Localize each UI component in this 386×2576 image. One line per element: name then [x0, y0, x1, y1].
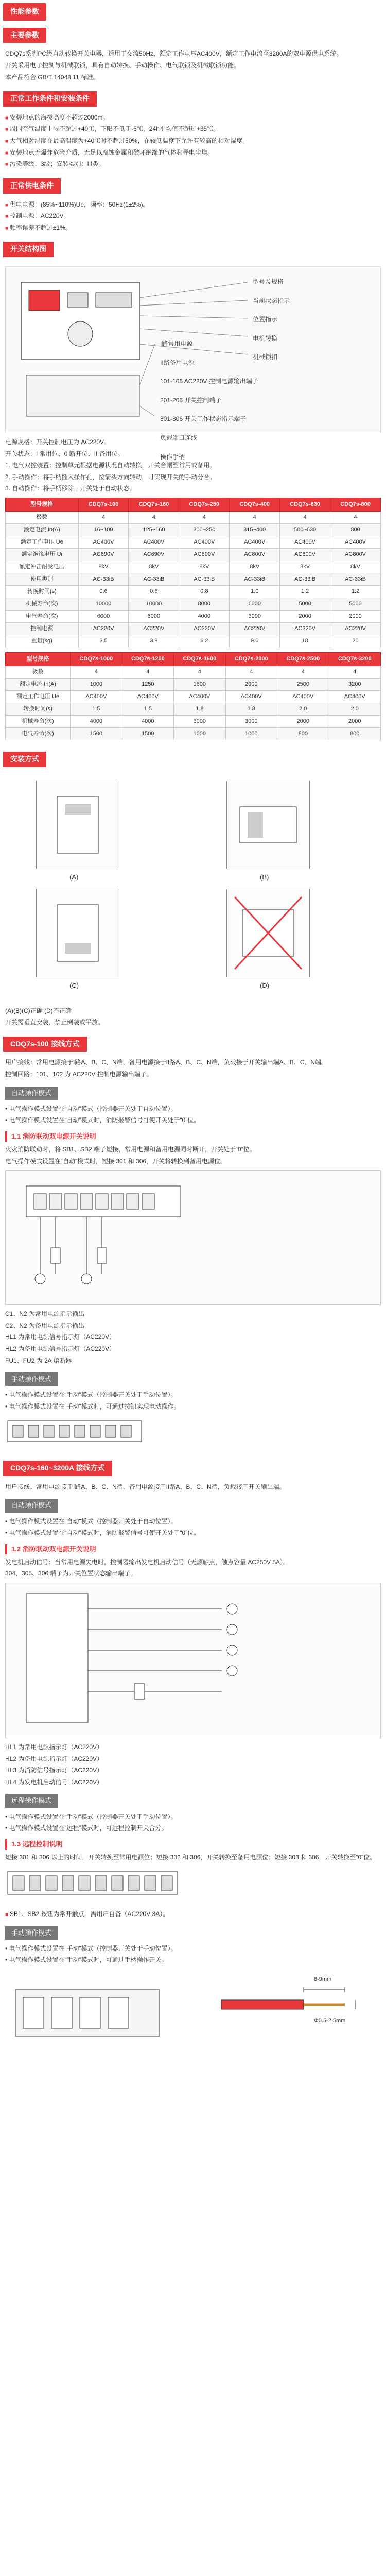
install-title: 安装方式: [3, 752, 46, 767]
callout-line-1: [139, 282, 248, 298]
callout-low-2: II路备用电源: [160, 359, 195, 366]
table-cell: 1500: [71, 727, 122, 740]
table-cell: 0.6: [78, 586, 129, 598]
wiring160-legend-2: HL2 为备用电源指示灯（AC220V）: [5, 1755, 103, 1762]
table-cell: 1500: [122, 727, 173, 740]
conditions-section: [0, 84, 386, 169]
table-cell: 4: [174, 666, 225, 678]
wiring160-fire-p2: 304、305、306 端子为开关位置状态输出端子。: [5, 1570, 137, 1578]
supply-para-1: ■ 供电电源：(85%~110%)Ue，频率：50Hz(1±2%)。: [5, 200, 381, 210]
table-row: [6, 511, 381, 523]
callout-low-6: 负载端口连线: [160, 434, 198, 442]
table-cell: 1000: [174, 727, 225, 740]
install-section: [0, 744, 386, 1027]
wiring100-mode2-p2: • 电气操作模式设置在“手动”模式时，可通过按钮实现电动操作。: [5, 1402, 180, 1410]
table-cell: 1600: [174, 678, 225, 690]
wiring100-terminal-strip: [5, 1416, 381, 1450]
table-cell: AC400V: [280, 536, 330, 549]
table-cell: 3.8: [129, 635, 179, 648]
table-cell: 1250: [122, 678, 173, 690]
callout-low-3: 101-106 AC220V 控制电源输出端子: [160, 378, 258, 385]
spec-header-cell: CDQ7s-2000: [225, 652, 277, 666]
table-cell: 8kV: [280, 561, 330, 573]
table-cell: AC-33iB: [230, 573, 280, 586]
table-cell: 1.5: [71, 703, 122, 715]
spec-header-cell: CDQ7s-800: [330, 498, 381, 511]
table-cell: 2500: [277, 678, 329, 690]
table-row: [6, 678, 381, 690]
spec-header-cell: CDQ7s-1000: [71, 652, 122, 666]
install-caption: (A)(B)(C)正确 (D)不正确: [5, 1007, 72, 1014]
structure-callouts-low: [160, 339, 258, 471]
spec-header-cell: CDQ7s-100: [78, 498, 129, 511]
table-cell: 转换时间(s): [6, 586, 79, 598]
table-cell: AC-33iB: [179, 573, 230, 586]
wiring160-mode3-p2: • 电气操作模式设置在“手动”模式时，可通过手柄操作开关。: [5, 1956, 168, 1964]
table-cell: AC220V: [230, 623, 280, 635]
wiring100-mode1-p1: • 电气操作模式设置在“自动”模式（控制器开关处于自动位置）。: [5, 1105, 177, 1112]
table-cell: 3000: [230, 611, 280, 623]
wiring160-mode2-p2: • 电气操作模式设置在“远程”模式时，可远程控制开关合分。: [5, 1824, 168, 1832]
table-cell: AC800V: [280, 549, 330, 561]
table-cell: AC400V: [230, 536, 280, 549]
table-cell: AC800V: [330, 549, 381, 561]
wiring160-mode2-title: 远程操作模式: [5, 1794, 58, 1807]
table-cell: 1000: [71, 678, 122, 690]
spec-header-cell: 型号规格: [6, 652, 71, 666]
table-cell: 极数: [6, 666, 71, 678]
nameplate: [29, 290, 60, 311]
wire-strip-diagram: [5, 1969, 381, 2052]
wiring100-fire-p2: 电气操作模式设置在“自动”模式时，短接 301 和 306，开关将转换到备用电源位。: [5, 1157, 227, 1165]
table-cell: 3.5: [78, 635, 129, 648]
overview-para-3: 本产品符合 GB/T 14048.11 标准。: [5, 73, 99, 81]
spec-header-cell: CDQ7s-1250: [122, 652, 173, 666]
table-row: [6, 586, 381, 598]
table-cell: 4000: [179, 611, 230, 623]
callout-low-4: 201-206 开关控制端子: [160, 396, 222, 404]
callout-line-3: [139, 316, 248, 318]
table-cell: 9.0: [230, 635, 280, 648]
table-cell: 1.5: [122, 703, 173, 715]
supply-para-2: ■ 控制电源：AC220V。: [5, 211, 381, 221]
table-cell: AC400V: [71, 690, 122, 703]
conditions-title: 正常工作条件和安装条件: [3, 91, 97, 107]
table-cell: AC220V: [280, 623, 330, 635]
structure-note-4: 2. 手动操作：将手柄插入操作孔，按箭头方向转动，可实现开关的手动分合。: [5, 473, 216, 481]
table-cell: 8kV: [230, 561, 280, 573]
callout-lock: 机械锁扣: [253, 353, 278, 361]
table-row: [6, 666, 381, 678]
table-cell: 800: [277, 727, 329, 740]
table-cell: 6000: [230, 598, 280, 611]
table-row: [6, 635, 381, 648]
table-cell: 200~250: [179, 524, 230, 536]
wiring160-fire-p1: 发电机启动信号：当常用电源失电时，控制器输出发电机启动信号（无源触点，触点容量 AC250V 5A）。: [5, 1558, 290, 1566]
install-label-d: (D): [260, 981, 270, 989]
table-cell: 额定电流 In(A): [6, 678, 71, 690]
table-row: [6, 573, 381, 586]
wiring100-fire-p1: 火灾消防联动时，将 SB1、SB2 端子短接，常用电源和备用电源同时断开，开关处于“0”位。: [5, 1146, 256, 1154]
install-diagram-d: [226, 889, 310, 977]
callout-status: 当前状态指示: [253, 297, 290, 304]
table-cell: 使用类别: [6, 573, 79, 586]
table-cell: 6.2: [179, 635, 230, 648]
structure-callouts: [253, 277, 290, 371]
table-cell: AC-33iB: [129, 573, 179, 586]
table-cell: 4: [225, 666, 277, 678]
callout-low-1: I路常用电源: [160, 340, 193, 347]
callout-low-5: 301-306 开关工作状态指示端子: [160, 415, 247, 423]
spec-header-cell: 型号规格: [6, 498, 79, 511]
table-cell: 6000: [129, 611, 179, 623]
table-cell: AC800V: [230, 549, 280, 561]
wiring100-section: [0, 1029, 386, 1449]
wiring100-mode2-title: 手动操作模式: [5, 1372, 58, 1386]
table-cell: AC400V: [225, 690, 277, 703]
table-cell: 8kV: [78, 561, 129, 573]
table-cell: 800: [329, 727, 381, 740]
install-label-c: (C): [69, 981, 79, 989]
strip-dim-length: 8-9mm: [314, 1976, 332, 1983]
wiring160-remote-p1: 短接 301 和 306 以上的时间，开关转换至常用电源位；短接 302 和 306，开关转换至备用电源位；短接 303 和 306，开关转换至“0”位。: [5, 1853, 376, 1861]
table-row: [6, 524, 381, 536]
wiring160-legend-3: HL3 为消防信号指示灯（AC220V）: [5, 1767, 103, 1774]
install-diagrams: [5, 775, 381, 1002]
structure-note-5: 3. 自动操作：将手柄移除，开关处于自动状态。: [5, 485, 136, 493]
table-cell: 1.8: [174, 703, 225, 715]
spec-header-row: [6, 498, 381, 511]
table-cell: AC400V: [277, 690, 329, 703]
callout-line-4: [139, 329, 248, 336]
table-cell: 额定电流 In(A): [6, 524, 79, 536]
spec-header-cell: CDQ7s-400: [230, 498, 280, 511]
table-cell: 4000: [71, 715, 122, 727]
wiring160-title: CDQ7s-160~3200A 接线方式: [3, 1461, 112, 1476]
wiring100-legend-5: FU1、FU2 为 2A 熔断器: [5, 1357, 72, 1364]
table-cell: 0.6: [129, 586, 179, 598]
spec-header-row-2: [6, 652, 381, 666]
callout-line-6: [139, 344, 155, 385]
install-diagram-c: [36, 889, 119, 977]
wiring160-section: [0, 1453, 386, 2052]
wiring100-title: CDQ7s-100 接线方式: [3, 1037, 87, 1052]
conditions-para-2: ■ 周围空气温度上限不超过+40℃，下限不低于-5℃，24h平均值不超过+35℃。: [5, 124, 381, 134]
wiring100-mode2-p1: • 电气操作模式设置在“手动”模式（控制器开关处于手动位置）。: [5, 1391, 177, 1399]
header-tag: 性能参数: [3, 3, 46, 21]
conditions-para-1: ■ 安装地点的海拔高度不超过2000m。: [5, 113, 381, 123]
overview-para-1: CDQ7s系列PC级自动转换开关电器，适用于交流50Hz，额定工作电压AC400V，额定工作电流至3200A的双电源供电系统。: [5, 50, 343, 58]
wiring160-fire-title: 1.2 消防联动双电源开关说明: [5, 1544, 381, 1554]
install-diagram-a: [36, 781, 119, 869]
table-cell: AC220V: [179, 623, 230, 635]
table-cell: 2000: [329, 715, 381, 727]
wiring100-para-1: 用户接线：常用电源接于I路A、B、C、N端，备用电源接于II路A、B、C、N端，负载接于开关输出端A、B、C、N端。: [5, 1059, 328, 1066]
operation-hole: [68, 321, 93, 346]
table-cell: 4: [71, 666, 122, 678]
callout-low-7: 操作手柄: [160, 453, 185, 461]
table-cell: 额定冲击耐受电压: [6, 561, 79, 573]
table-cell: 极数: [6, 511, 79, 523]
structure-note-3: 1. 电气双控装置：控制单元根据电源状况自动转换，开关合闸至常用或备用。: [5, 462, 216, 469]
table-cell: AC400V: [129, 536, 179, 549]
table-cell: 315~400: [230, 524, 280, 536]
table-cell: AC220V: [330, 623, 381, 635]
strip-dim-diameter: Φ0.5-2.5mm: [314, 2018, 346, 2024]
position-indicator: [96, 293, 132, 307]
table-cell: 8kV: [129, 561, 179, 573]
table-row: [6, 536, 381, 549]
callout-line-2: [139, 300, 248, 306]
table-cell: AC400V: [78, 536, 129, 549]
table-cell: AC400V: [179, 536, 230, 549]
table-cell: 1.8: [225, 703, 277, 715]
table-cell: 10000: [78, 598, 129, 611]
table-cell: 5000: [330, 598, 381, 611]
overview-para-2: 开关采用电子控制与机械联锁，具有自动转换、手动操作、电气联锁及机械联锁功能。: [5, 61, 240, 69]
table-cell: 电气寿命(次): [6, 727, 71, 740]
spec-header-cell: CDQ7s-2500: [277, 652, 329, 666]
table-cell: 3200: [329, 678, 381, 690]
conditions-para-4: ■ 安装地点无爆炸危险介质，无足以腐蚀金属和破坏绝缘的气体和导电尘埃。: [5, 148, 381, 158]
wiring100-legend-3: HL1 为常用电源信号指示灯（AC220V）: [5, 1333, 116, 1341]
wiring160-legend-4: HL4 为发电机启动信号（AC220V）: [5, 1778, 103, 1786]
wiring160-mode1-p2: • 电气操作模式设置在“自动”模式时，消防报警信号可使开关处于“0”位。: [5, 1529, 200, 1537]
table-cell: 4: [78, 511, 129, 523]
wiring160-para-1: 用户接线：常用电源接于I路A、B、C、N端，备用电源接于II路A、B、C、N端，负载接于开关输出端。: [5, 1483, 286, 1490]
wiring160-remote-title: 1.3 远程控制说明: [5, 1839, 381, 1850]
wiring100-mode1-p2: • 电气操作模式设置在“自动”模式时，消防报警信号可使开关处于“0”位。: [5, 1116, 200, 1124]
table-cell: AC800V: [179, 549, 230, 561]
table-cell: 3000: [174, 715, 225, 727]
table-cell: AC-33iB: [78, 573, 129, 586]
table-cell: 8000: [179, 598, 230, 611]
spec-table-2: [5, 652, 381, 740]
table-cell: 18: [280, 635, 330, 648]
table-cell: 2000: [330, 611, 381, 623]
wiring100-legend-4: HL2 为备用电源信号指示灯（AC220V）: [5, 1345, 116, 1353]
table-cell: AC400V: [330, 536, 381, 549]
table-cell: AC400V: [122, 690, 173, 703]
table-cell: 4: [230, 511, 280, 523]
wiring160-mode1-p1: • 电气操作模式设置在“自动”模式（控制器开关处于自动位置）。: [5, 1517, 177, 1525]
table-cell: 控制电源: [6, 623, 79, 635]
table-cell: 1.2: [280, 586, 330, 598]
wiring100-svg: [6, 1171, 380, 1304]
spec-header-cell: CDQ7s-3200: [329, 652, 381, 666]
table-row: [6, 703, 381, 715]
table-row: [6, 715, 381, 727]
install-label-a: (A): [69, 873, 79, 881]
table-cell: 4: [330, 511, 381, 523]
callout-line-7: [139, 406, 155, 416]
table-row: [6, 598, 381, 611]
wiring160-svg: [6, 1583, 380, 1738]
overview-section: [0, 21, 386, 82]
table-cell: 0.8: [179, 586, 230, 598]
table-cell: 2000: [225, 678, 277, 690]
table-row: [6, 623, 381, 635]
structure-note-1: 电源规格：开关控制电压为 AC220V。: [5, 438, 111, 446]
table-cell: 4: [329, 666, 381, 678]
table-cell: 2.0: [329, 703, 381, 715]
table-cell: 1.2: [330, 586, 381, 598]
spec-header-cell: CDQ7s-250: [179, 498, 230, 511]
table-cell: 1.0: [230, 586, 280, 598]
table-cell: 额定工作电压 Ue: [6, 690, 71, 703]
table-cell: 4: [277, 666, 329, 678]
table-cell: 机械寿命(次): [6, 715, 71, 727]
conditions-para-5: ■ 污染等级：3级；安装类别：III类。: [5, 159, 381, 169]
wiring100-fire-title: 1.1 消防联动双电源开关说明: [5, 1131, 381, 1142]
wiring160-mode3-title: 手动操作模式: [5, 1926, 58, 1940]
table-cell: AC690V: [129, 549, 179, 561]
table-cell: 1000: [225, 727, 277, 740]
table-cell: 3000: [225, 715, 277, 727]
structure-title: 开关结构图: [3, 242, 54, 257]
table-cell: AC220V: [129, 623, 179, 635]
table-cell: 4000: [122, 715, 173, 727]
structure-note-2: 开关状态：I 常用位、0 断开位、II 备用位。: [5, 450, 124, 457]
table-cell: 2.0: [277, 703, 329, 715]
table-cell: 额定绝缘电压 Ui: [6, 549, 79, 561]
spec-header-cell: CDQ7s-160: [129, 498, 179, 511]
spec-body-2: [6, 666, 381, 740]
wiring160-legend-1: HL1 为常用电源指示灯（AC220V）: [5, 1743, 103, 1751]
table-cell: 额定工作电压 Ue: [6, 536, 79, 549]
table-cell: 2000: [280, 611, 330, 623]
table-cell: AC-33iB: [280, 573, 330, 586]
wiring100-para-2: 控制回路：101、102 为 AC220V 控制电源输出端子。: [5, 1070, 153, 1078]
supply-title: 正常供电条件: [3, 178, 61, 194]
spec-header-cell: CDQ7s-630: [280, 498, 330, 511]
overview-title: 主要参数: [3, 28, 46, 43]
table-cell: AC690V: [78, 549, 129, 561]
table-cell: 8kV: [330, 561, 381, 573]
spec-table-1: [5, 498, 381, 648]
spec-header-cell: CDQ7s-1600: [174, 652, 225, 666]
callout-position: 位置指示: [253, 316, 278, 324]
table-cell: 重量(kg): [6, 635, 79, 648]
supply-para-3: ■ 频率误差不超过±1%。: [5, 223, 381, 233]
table-cell: 电气寿命(次): [6, 611, 79, 623]
wiring160-terminal-strip: [5, 1867, 381, 1906]
table-row: [6, 611, 381, 623]
table-cell: 6000: [78, 611, 129, 623]
spec-body: [6, 511, 381, 648]
table-cell: 转换时间(s): [6, 703, 71, 715]
table-cell: 8kV: [179, 561, 230, 573]
table-cell: 500~630: [280, 524, 330, 536]
supply-section: [0, 171, 386, 232]
terminal-block: [26, 375, 139, 416]
table-cell: 16~100: [78, 524, 129, 536]
table-cell: 125~160: [129, 524, 179, 536]
table-cell: 2000: [277, 715, 329, 727]
wiring100-legend-2: C2、N2 为备用电源指示输出: [5, 1321, 85, 1329]
table-cell: 4: [129, 511, 179, 523]
table-row: [6, 690, 381, 703]
table-cell: 4: [280, 511, 330, 523]
table-cell: 20: [330, 635, 381, 648]
table-cell: 800: [330, 524, 381, 536]
wiring160-mode3-p1: • 电气操作模式设置在“手动”模式（控制器开关处于手动位置）。: [5, 1944, 177, 1952]
wiring160-mode1-title: 自动操作模式: [5, 1499, 58, 1512]
table-row: [6, 549, 381, 561]
table-row: [6, 561, 381, 573]
table-cell: 机械寿命(次): [6, 598, 79, 611]
wiring160-sb-note: ■ SB1、SB2 按钮为常开触点，需用户自备（AC220V 3A）。: [5, 1909, 381, 1919]
wiring160-diagram: [5, 1583, 381, 1738]
wiring160-mode2-p1: • 电气操作模式设置在“手动”模式（控制器开关处于手动位置）。: [5, 1812, 177, 1820]
table-row: [6, 727, 381, 740]
table-cell: 5000: [280, 598, 330, 611]
table-cell: AC-33iB: [330, 573, 381, 586]
install-label-b: (B): [260, 873, 269, 881]
callout-model: 型号及规格: [253, 278, 284, 285]
callout-motor: 电机转换: [253, 334, 278, 342]
table-cell: AC400V: [174, 690, 225, 703]
status-window: [67, 293, 88, 307]
table-cell: AC220V: [78, 623, 129, 635]
conditions-para-3: ■ 大气相对湿度在最高温度为+40℃时不超过50%，在较低温度下允许有较高的相对湿度。: [5, 136, 381, 146]
wiring100-mode1-title: 自动操作模式: [5, 1087, 58, 1100]
table-cell: 10000: [129, 598, 179, 611]
wiring100-legend-1: C1、N2 为常用电源指示输出: [5, 1310, 85, 1318]
table-cell: 4: [122, 666, 173, 678]
install-note: 开关需垂直安装，禁止倒装或平放。: [5, 1019, 104, 1026]
table-cell: AC400V: [329, 690, 381, 703]
table-cell: 4: [179, 511, 230, 523]
install-diagram-b: [226, 781, 310, 869]
wiring100-diagram: [5, 1170, 381, 1305]
structure-section: [0, 234, 386, 494]
